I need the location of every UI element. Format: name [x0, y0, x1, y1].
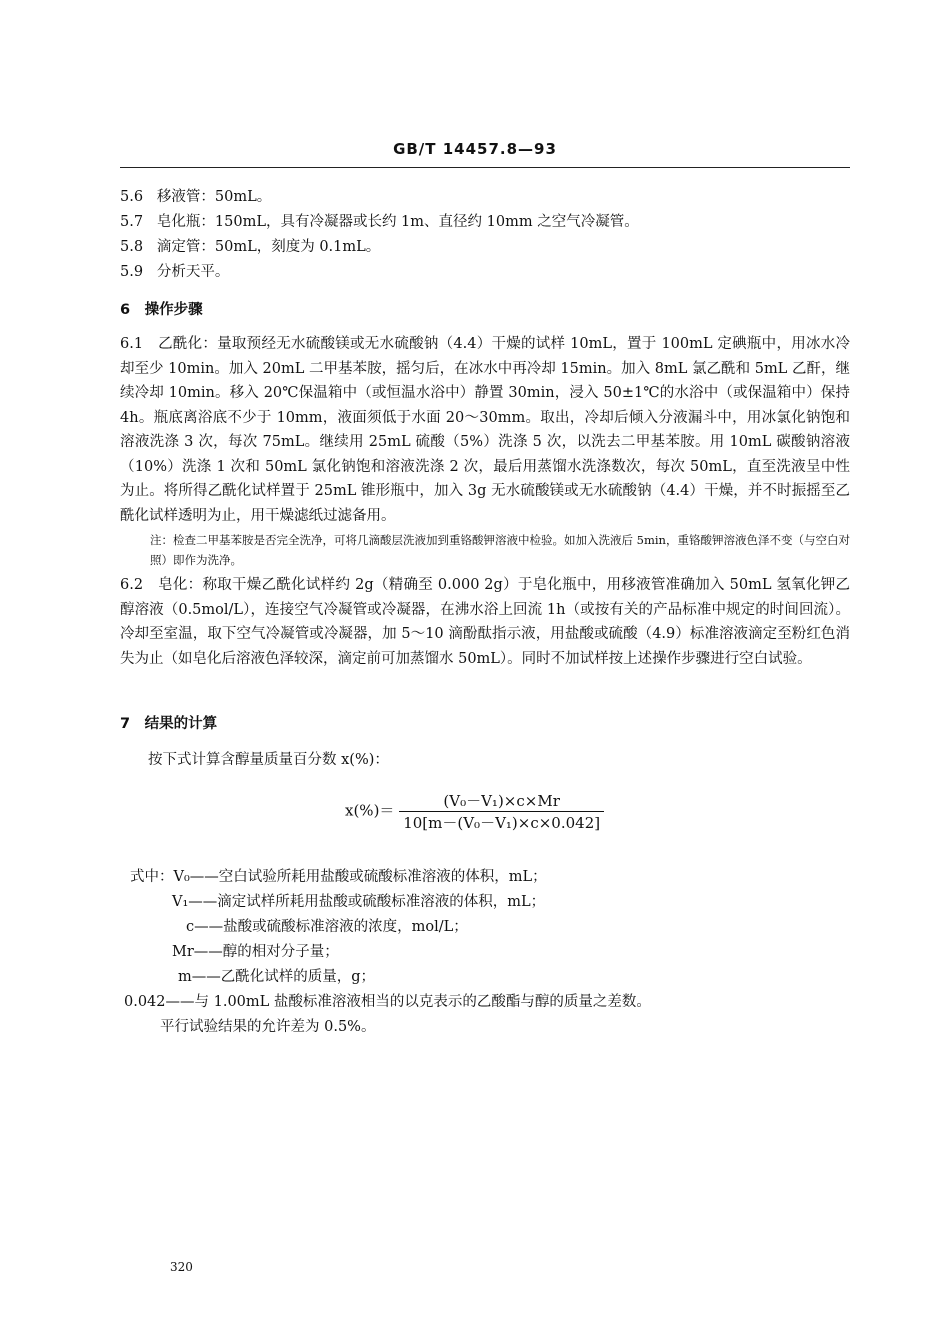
item-number: 5.6 [120, 189, 144, 205]
formula-numerator: (V₀－V₁)×c×Mr [399, 790, 604, 812]
item-5-7 [120, 210, 639, 231]
item-5-8 [120, 235, 380, 256]
tolerance-text: 平行试验结果的允许差为 0.5%。 [160, 1019, 376, 1035]
item-number: 5.8 [120, 239, 144, 255]
section-6-title: 6 操作步骤 [120, 302, 203, 318]
item-text: 滴定管：50mL，刻度为 0.1mL。 [156, 239, 381, 255]
item-text: 皂化瓶：150mL，具有冷凝器或长约 1m、直径约 10mm 之空气冷凝管。 [156, 214, 639, 230]
item-text: 分析天平。 [156, 264, 230, 280]
item-number: 5.9 [120, 264, 144, 280]
variable-v0: 式中：V₀——空白试验所耗用盐酸或硫酸标准溶液的体积，mL； [130, 869, 547, 885]
formula-intro: 按下式计算含醇量质量百分数 x(%)： [148, 752, 389, 768]
formula-fraction [399, 790, 604, 833]
paragraph-6-2: 6.2 皂化：称取干燥乙酰化试样约 2g（精确至 0.000 2g）于皂化瓶中，用移液管准确加入 50mL 氢氧化钾乙醇溶液（0.5mol/L），连接空气冷凝管或冷凝器，在沸水浴上回流 1h（或按有关的产品标准中规定的时间回流）。冷却至室温，取下空气冷凝管或冷凝器，加 5～10 滴酚酞指示液，用盐酸或硫酸（4.9）标准溶液滴定至粉红色消失为止（如皂化后溶液色泽较深，滴定前可加蒸馏水 50mL）。同时不加试样按上述操作步骤进行空白试验。 [120, 577, 850, 667]
item-number: 5.7 [120, 214, 144, 230]
variable-m: m——乙酰化试样的质量，g； [178, 969, 376, 985]
standard-header: GB/T 14457.8—93 [393, 140, 557, 158]
header-rule [120, 167, 850, 168]
note: 注：检查二甲基苯胺是否完全洗净，可将几滴酸层洗液加到重铬酸钾溶液中检验。如加入洗液后 5min，重铬酸钾溶液色泽不变（与空白对照）即作为洗净。 [150, 533, 850, 567]
item-text: 移液管：50mL。 [156, 189, 272, 205]
variable-v1: V₁——滴定试样所耗用盐酸或硫酸标准溶液的体积，mL； [172, 894, 546, 910]
paragraph-6-1: 6.1 乙酰化：量取预经无水硫酸镁或无水硫酸钠（4.4）干燥的试样 10mL，置于 100mL 定碘瓶中，用冰水冷却至少 10min。加入 20mL 二甲基苯胺，摇匀后，在冰水中再冷却 15min。加入 8mL 氯乙酰和 5mL 乙酐，继续冷却 10min。移入 20℃保温箱中（或恒温水浴中）静置 30min，浸入 50±1℃的水浴中（或保温箱中）保持 4h。瓶底离浴底不少于 10mm，液面须低于水面 20～30mm。取出，冷却后倾入分液漏斗中，用冰氯化钠饱和溶液洗涤 3 次，每次 75mL。继续用 25mL 硫酸（5%）洗涤 5 次，以洗去二甲基苯胺。用 10mL 碳酸钠溶液（10%）洗涤 1 次和 50mL 氯化钠饱和溶液洗涤 2 次，最后用蒸馏水洗涤数次，每次 50mL，直至洗液呈中性为止。将所得乙酰化试样置于 25mL 锥形瓶中，加入 3g 无水硫酸镁或无水硫酸钠（4.4）干燥，并不时振摇至乙酰化试样透明为止，用干燥滤纸过滤备用。 [120, 336, 850, 524]
variable-constant: 0.042——与 1.00mL 盐酸标准溶液相当的以克表示的乙酸酯与醇的质量之差数。 [124, 994, 651, 1010]
variable-mr: Mr——醇的相对分子量； [172, 944, 339, 960]
formula-lhs: x(%)＝ [345, 801, 395, 820]
formula [345, 790, 604, 833]
formula-denominator: 10[m－(V₀－V₁)×c×0.042] [403, 814, 601, 832]
item-5-6 [120, 185, 271, 206]
item-5-9 [120, 260, 229, 281]
section-7-title: 7 结果的计算 [120, 716, 218, 732]
variable-c: c——盐酸或硫酸标准溶液的浓度，mol/L； [186, 919, 468, 935]
page-number: 320 [170, 1260, 193, 1274]
